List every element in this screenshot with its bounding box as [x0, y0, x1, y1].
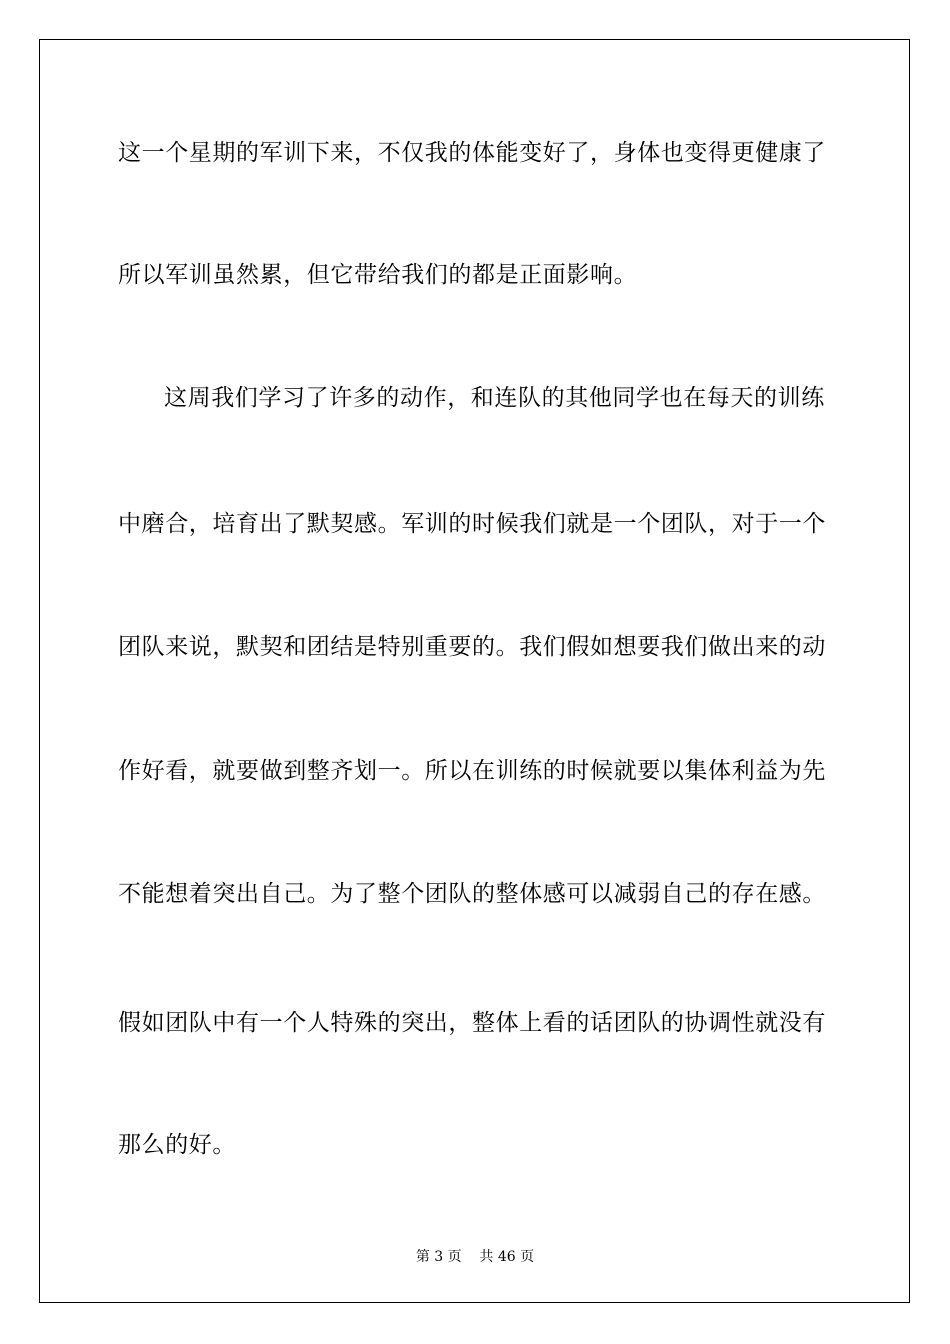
text-line-4: 中磨合，培育出了默契感。军训的时候我们就是一个团队，对于一个: [118, 511, 826, 537]
text-line-1: 这一个星期的军训下来，不仅我的体能变好了，身体也变得更健康了: [118, 140, 826, 166]
page-number-footer: 第 3 页 共 46 页: [415, 1249, 535, 1265]
text-line-2: 所以军训虽然累，但它带给我们的都是正面影响。: [118, 262, 638, 288]
page-frame: [39, 39, 910, 1303]
text-line-3: 这周我们学习了许多的动作，和连队的其他同学也在每天的训练: [164, 385, 825, 411]
text-line-5: 团队来说，默契和团结是特别重要的。我们假如想要我们做出来的动: [118, 634, 826, 660]
text-line-6: 作好看，就要做到整齐划一。所以在训练的时候就要以集体利益为先: [118, 758, 826, 784]
text-line-9: 那么的好。: [118, 1132, 236, 1158]
text-line-7: 不能想着突出自己。为了整个团队的整体感可以减弱自己的存在感。: [118, 881, 826, 907]
text-line-8: 假如团队中有一个人特殊的突出，整体上看的话团队的协调性就没有: [118, 1010, 826, 1036]
